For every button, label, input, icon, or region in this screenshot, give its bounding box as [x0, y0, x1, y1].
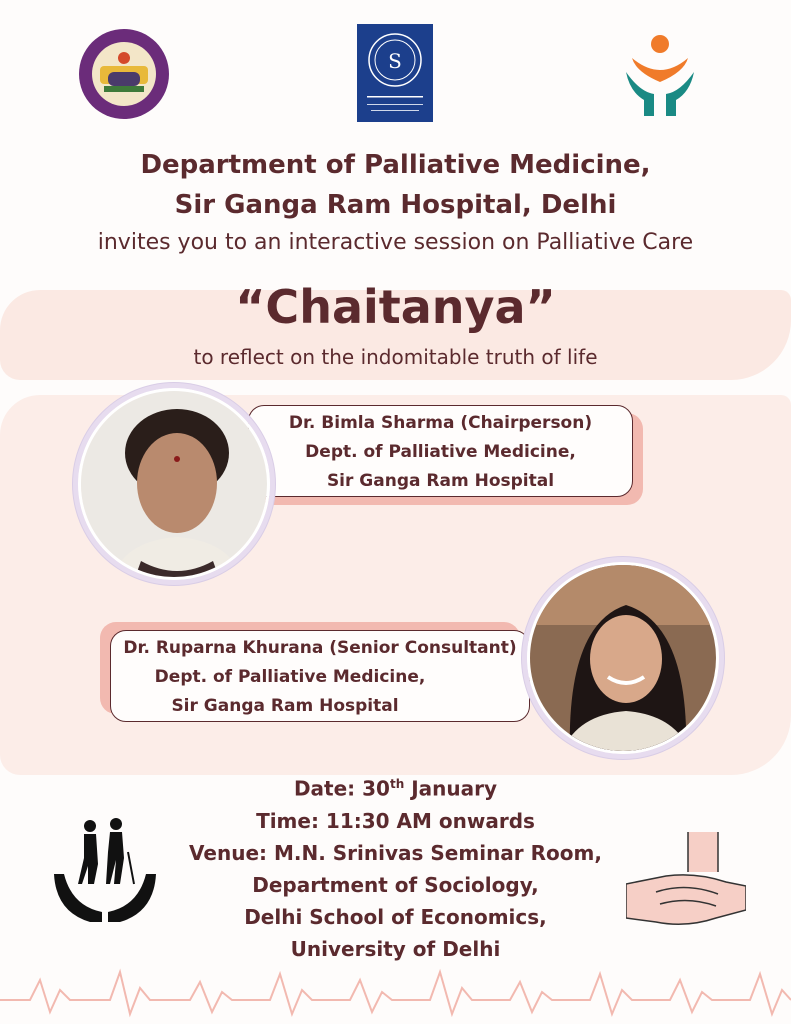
heartbeat-line-decoration [0, 960, 791, 1020]
venue-line-4: University of Delhi [290, 936, 501, 961]
event-time: Time: 11:30 AM onwards [256, 808, 535, 833]
hospital-line: Sir Ganga Ram Hospital, Delhi [174, 190, 617, 220]
speaker-hospital: Sir Ganga Ram Hospital [326, 471, 555, 491]
delhi-school-of-economics-logo [357, 24, 433, 122]
venue-line-3: Delhi School of Economics, [244, 904, 547, 929]
palliative-care-logo [622, 32, 698, 120]
speaker-department: Dept. of Palliative Medicine, [154, 667, 426, 687]
speaker-hospital: Sir Ganga Ram Hospital [171, 696, 399, 716]
venue-line-1: Venue: M.N. Srinivas Seminar Room, [189, 840, 602, 865]
speaker-photo-2 [527, 562, 719, 754]
department-line: Department of Palliative Medicine, [140, 150, 651, 180]
university-of-delhi-seal [78, 28, 170, 120]
department-heading [0, 145, 791, 225]
invitation-text: invites you to an interactive session on Palliative Care [97, 230, 694, 255]
svg-text:S: S [388, 49, 402, 73]
speaker-photo-1 [78, 388, 270, 580]
event-tagline: to reflect on the indomitable truth of life [193, 345, 598, 369]
speaker-department: Dept. of Palliative Medicine, [305, 442, 576, 462]
venue-line-2: Department of Sociology, [252, 872, 539, 897]
speaker-card-1 [248, 405, 633, 497]
elderly-care-hands-icon [50, 812, 160, 932]
holding-hands-icon [626, 832, 746, 932]
event-date: Date: 30th January [293, 776, 498, 801]
speaker-name: Dr. Ruparna Khurana (Senior Consultant) [123, 638, 517, 658]
speaker-name: Dr. Bimla Sharma (Chairperson) [288, 413, 593, 433]
speaker-card-2 [110, 630, 530, 722]
event-title: “Chaitanya” [235, 280, 556, 334]
